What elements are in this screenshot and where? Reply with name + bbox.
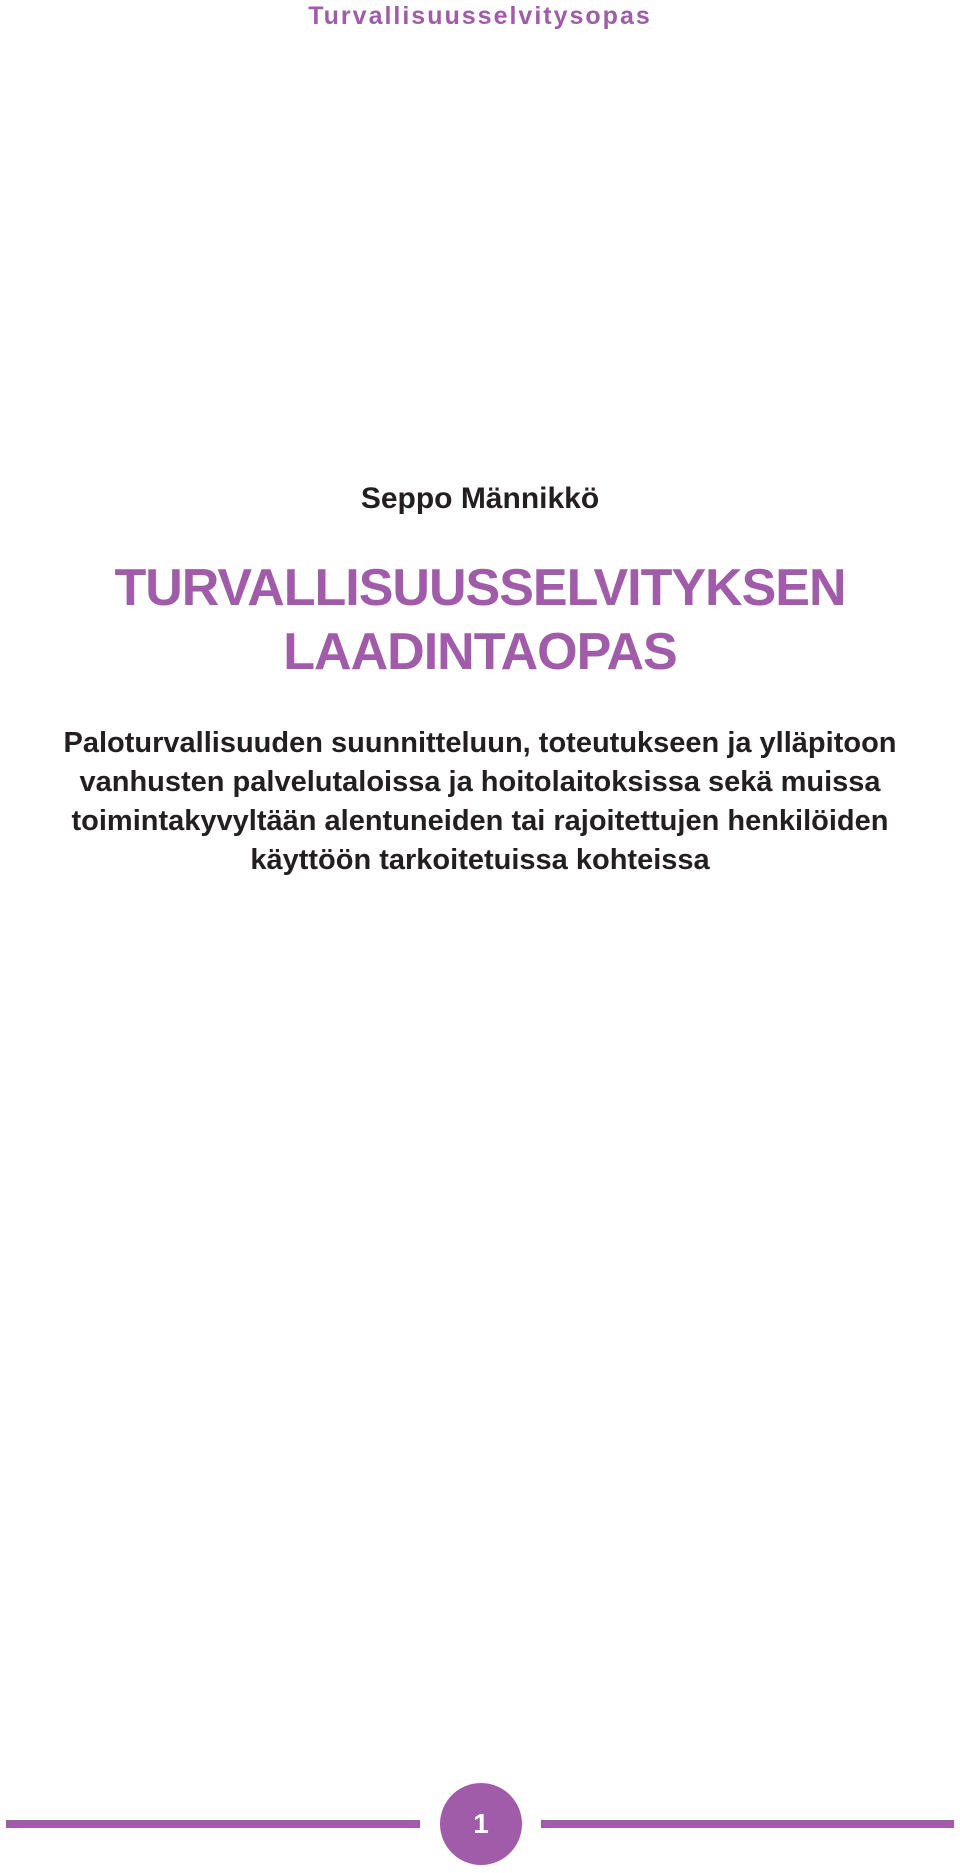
title-line: LAADINTAOPAS bbox=[283, 623, 677, 681]
subtitle-line: käyttöön tarkoitetuissa kohteissa bbox=[250, 844, 710, 876]
document-title bbox=[0, 556, 960, 684]
footer-rule-left bbox=[6, 1820, 420, 1828]
subtitle-line: toimintakyvyltään alentuneiden tai rajoitettujen henkilöiden bbox=[71, 805, 889, 837]
subtitle-line: vanhusten palvelutaloissa ja hoitolaitoksissa sekä muissa bbox=[79, 766, 881, 798]
author-name: Seppo Männikkö bbox=[360, 482, 600, 515]
title-line: TURVALLISUUSSELVITYKSEN bbox=[114, 559, 846, 617]
page-number-badge: 1 bbox=[440, 1783, 522, 1865]
document-subtitle bbox=[0, 724, 960, 880]
subtitle-line: Paloturvallisuuden suunnitteluun, toteutukseen ja ylläpitoon bbox=[63, 727, 897, 759]
footer-rule-right bbox=[541, 1820, 954, 1828]
running-header: Turvallisuusselvitysopas bbox=[308, 2, 652, 30]
